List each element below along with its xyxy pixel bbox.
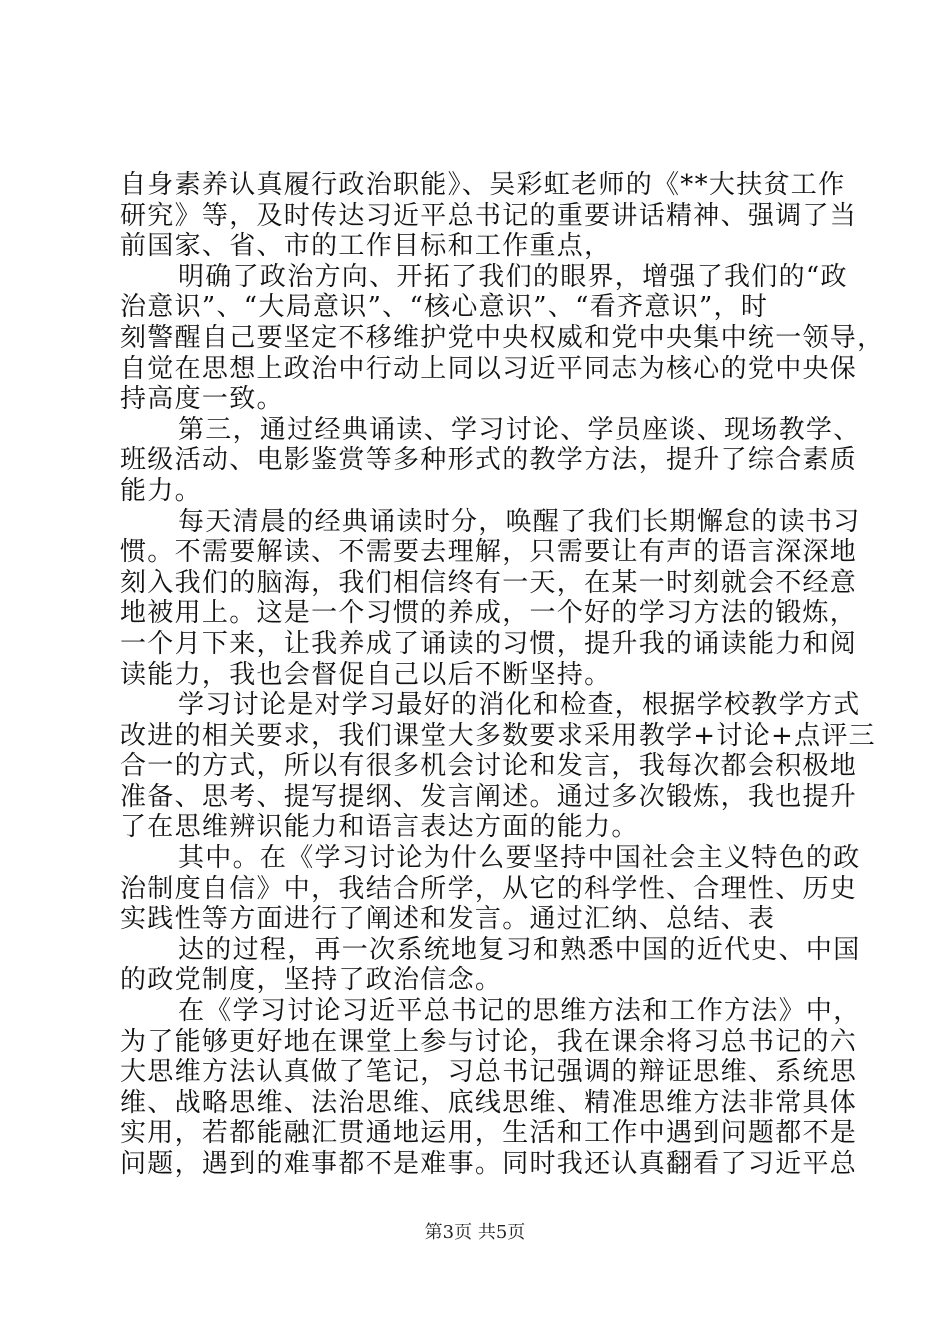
text-line: 能力。	[120, 475, 202, 506]
text-line: 第三，通过经典诵读、学习讨论、学员座谈、现场教学、	[178, 414, 861, 445]
text-line: 每天清晨的经典诵读时分，唤醒了我们长期懈怠的读书习	[178, 506, 861, 537]
text-line: 大思维方法认真做了笔记，习总书记强调的辩证思维、系统思	[120, 1057, 858, 1088]
text-line: 一个月下来，让我养成了诵读的习惯，提升我的诵读能力和阅	[120, 628, 858, 659]
text-line: 实用，若都能融汇贯通地运用，生活和工作中遇到问题都不是	[120, 1118, 858, 1149]
text-line: 治制度自信》中，我结合所学，从它的科学性、合理性、历史	[120, 873, 858, 904]
text-line: 实践性等方面进行了阐述和发言。通过汇纳、总结、表	[120, 904, 776, 935]
text-line: 读能力，我也会督促自己以后不断坚持。	[120, 659, 612, 690]
text-line: 问题，遇到的难事都不是难事。同时我还认真翻看了习近平总	[120, 1149, 858, 1179]
text-line: 前国家、省、市的工作目标和工作重点，	[120, 231, 612, 262]
text-line: 明确了政治方向、开拓了我们的眼界，增强了我们的“政	[178, 261, 848, 292]
text-line: 持高度一致。	[120, 384, 284, 415]
text-line: 为了能够更好地在课堂上参与讨论，我在课余将习总书记的六	[120, 1026, 858, 1057]
text-line: 准备、思考、提写提纲、发言阐述。通过多次锻炼，我也提升	[120, 781, 858, 812]
text-line: 自身素养认真履行政治职能》、吴彩虹老师的《**大扶贫工作	[120, 170, 846, 200]
text-line: 刻警醒自己要坚定不移维护党中央权威和党中央集中统一领导，	[120, 322, 885, 353]
text-line: 惯。不需要解读、不需要去理解，只需要让有声的语言深深地	[120, 537, 858, 568]
document-body	[120, 170, 885, 1180]
text-line: 地被用上。这是一个习惯的养成，一个好的学习方法的锻炼，	[120, 598, 858, 629]
text-line: 其中。在《学习讨论为什么要坚持中国社会主义特色的政	[178, 843, 861, 874]
text-line: 自觉在思想上政治中行动上同以习近平同志为核心的党中央保	[120, 353, 858, 384]
text-line: 维、战略思维、法治思维、底线思维、精准思维方法非常具体	[120, 1087, 858, 1118]
text-line: 改进的相关要求，我们课堂大多数要求采用教学+讨论+点评三	[120, 720, 876, 751]
text-line: 合一的方式，所以有很多机会讨论和发言，我每次都会积极地	[120, 751, 858, 782]
page-number-footer: 第3页 共5页	[424, 1222, 526, 1243]
text-line: 治意识”、“大局意识”、“核心意识”、“看齐意识”，时	[120, 292, 769, 323]
text-line: 学习讨论是对学习最好的消化和检查，根据学校教学方式	[178, 690, 861, 721]
text-line: 了在思维辨识能力和语言表达方面的能力。	[120, 812, 639, 843]
text-line: 的政党制度，坚持了政治信念。	[120, 965, 503, 996]
text-line: 研究》等，及时传达习近平总书记的重要讲话精神、强调了当	[120, 200, 858, 231]
text-line: 达的过程，再一次系统地复习和熟悉中国的近代史、中国	[178, 934, 861, 965]
text-line: 在《学习讨论习近平总书记的思维方法和工作方法》中，	[178, 996, 861, 1027]
text-line: 刻入我们的脑海，我们相信终有一天，在某一时刻就会不经意	[120, 567, 858, 598]
text-line: 班级活动、电影鉴赏等多种形式的教学方法，提升了综合素质	[120, 445, 858, 476]
